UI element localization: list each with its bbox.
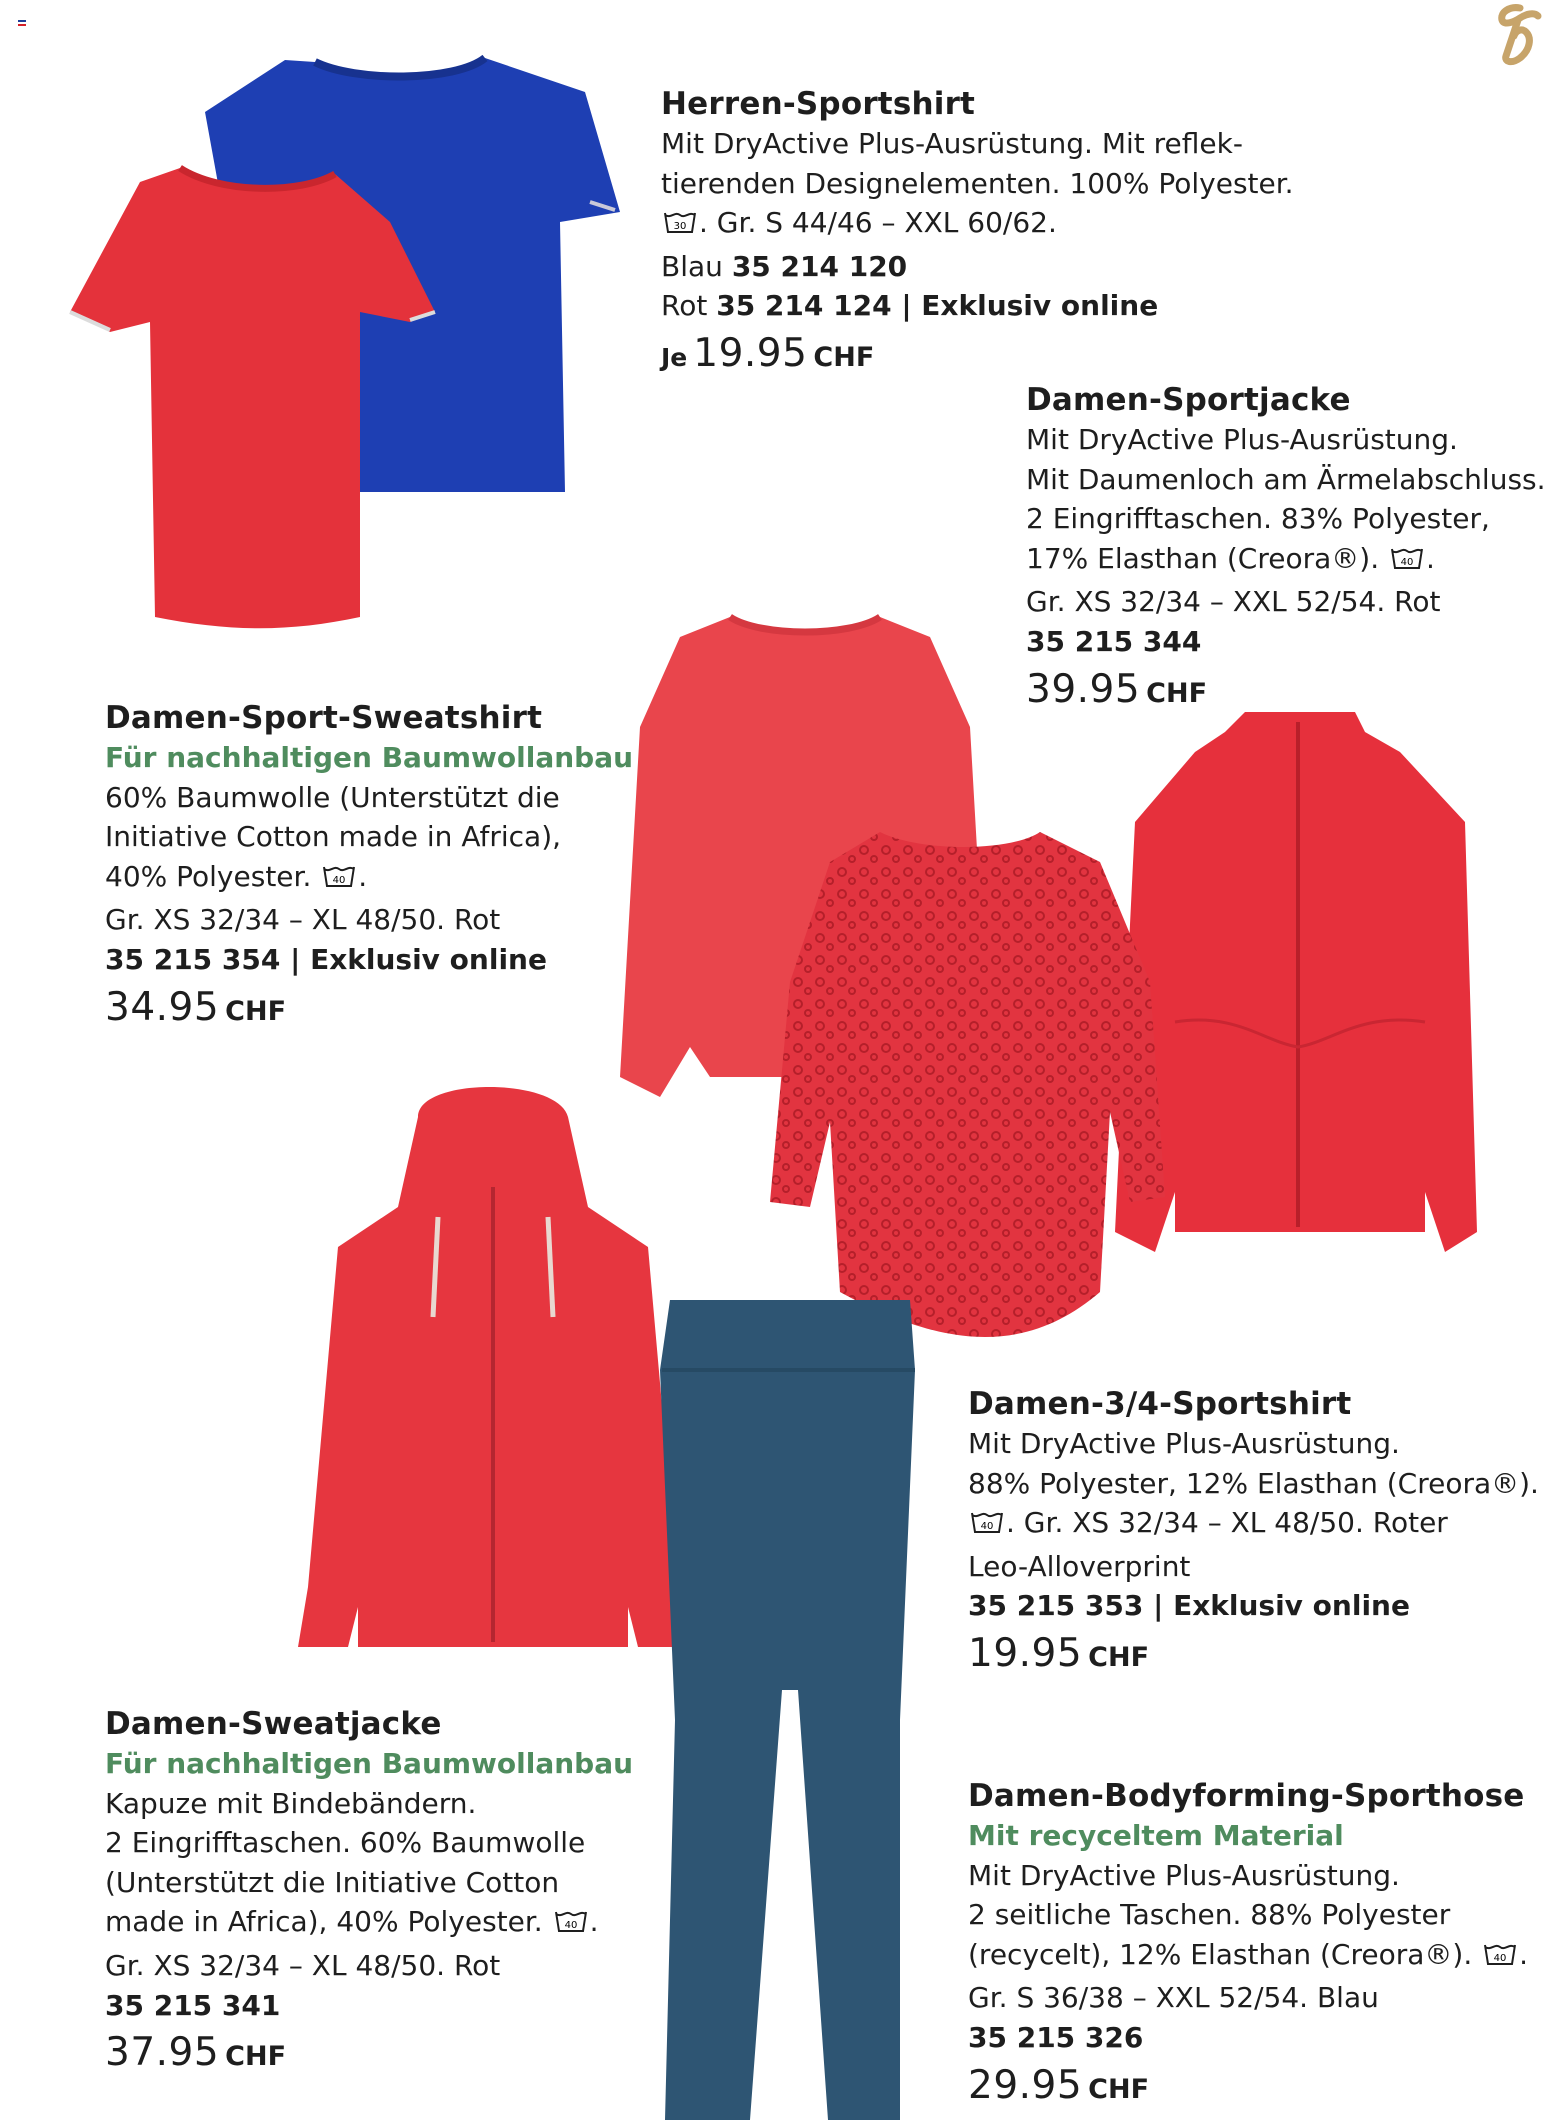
description-line: 2 seitliche Taschen. 88% Polyester	[968, 1898, 1451, 1932]
wash-30-icon	[663, 207, 697, 247]
article-number: 35 215 354 | Exklusiv online	[105, 942, 547, 976]
red-hoodie-jacket-image	[298, 1087, 688, 1667]
price	[661, 330, 1294, 378]
damen-sporthose-block: Damen-Bodyforming-Sporthose Mit recyceltem Material Mit DryActive Plus-Ausrüstung. 2 seitliche Taschen. 88% Polyester (recycelt), 12% Elasthan (Creora®). 40 . Gr. S 36/38 – XXL 52/54. Blau 35 215 326 29.95 CHF	[968, 1778, 1529, 2108]
price-value: 34.95	[105, 984, 220, 1030]
description-line: Leo-Alloverprint	[968, 1549, 1191, 1583]
article-number: 35 215 344	[1026, 624, 1202, 658]
sustainability-subtitle: Für nachhaltigen Baumwollanbau	[105, 741, 634, 774]
price-prefix: Je	[661, 342, 688, 372]
description-line: 2 Eingrifftaschen. 60% Baumwolle	[105, 1826, 586, 1860]
currency: CHF	[225, 2041, 287, 2073]
price-value: 19.95	[968, 1630, 1083, 1676]
wash-40-icon	[1390, 543, 1424, 583]
svg-text:30: 30	[673, 221, 687, 233]
svg-text:40: 40	[564, 1920, 577, 1932]
size-info: . Gr. S 44/46 – XXL 60/62.	[699, 206, 1057, 240]
price-value: 37.95	[105, 2030, 220, 2076]
product-title: Damen-3/4-Sportshirt	[968, 1386, 1352, 1422]
currency: CHF	[225, 995, 287, 1027]
svg-text:40: 40	[1400, 556, 1414, 568]
sustainability-subtitle: Mit recyceltem Material	[968, 1819, 1344, 1852]
currency: CHF	[1088, 1641, 1150, 1673]
article-number: 35 214 120	[731, 249, 908, 283]
red-leo-shirt-image	[770, 822, 1170, 1352]
price-value: 19.95	[693, 330, 808, 376]
product-title: Damen-Sport-Sweatshirt	[105, 700, 543, 736]
size-info: Gr. XS 32/34 – XL 48/50. Rot	[105, 903, 501, 937]
damen-34-sportshirt-block	[968, 1384, 1539, 1678]
price-value: 29.95	[968, 2062, 1083, 2108]
svg-text:40: 40	[1493, 1952, 1507, 1964]
damen-sportjacke-block: Damen-Sportjacke Mit DryActive Plus-Ausrüstung. Mit Daumenloch am Ärmelabschluss. 2 Eingrifftaschen. 83% Polyester, 17% Elasthan (Creora®). 40 . Gr. XS 32/34 – XXL 52/54. Rot 35 215 344 39.95 CHF	[1026, 382, 1546, 712]
size-info: Gr. XS 32/34 – XXL 52/54. Rot	[1026, 585, 1441, 619]
article-number: 35 215 353 | Exklusiv online	[968, 1589, 1410, 1623]
price-value: 39.95	[1026, 666, 1141, 712]
description-line: Mit Daumenloch am Ärmelabschluss.	[1026, 462, 1546, 496]
herren-sportshirt-block	[661, 84, 1294, 378]
svg-text:40: 40	[332, 874, 346, 886]
article-number: 35 215 326	[968, 2020, 1144, 2054]
description-line: Mit DryActive Plus-Ausrüstung.	[968, 1858, 1400, 1892]
description-line: Mit DryActive Plus-Ausrüstung. Mit reflek-	[661, 127, 1243, 160]
product-title: Damen-Sweatjacke	[105, 1706, 442, 1742]
wash-40-icon	[322, 861, 356, 901]
currency: CHF	[1146, 677, 1208, 709]
description-line: 40% Polyester.	[105, 859, 312, 893]
description-line: Kapuze mit Bindebändern.	[105, 1786, 477, 1820]
price	[105, 2030, 633, 2077]
price	[968, 2062, 1528, 2110]
product-title: Damen-Sportjacke	[1026, 382, 1351, 418]
color-label: Rot	[661, 289, 708, 323]
color-label: Blau	[661, 249, 723, 283]
tchibo-bean-logo	[1480, 0, 1546, 66]
description-line: 60% Baumwolle (Unterstützt die	[105, 780, 560, 814]
description-line: Mit DryActive Plus-Ausrüstung.	[1026, 423, 1458, 456]
currency: CHF	[1088, 2073, 1150, 2105]
description-line: Mit DryActive Plus-Ausrüstung.	[968, 1427, 1400, 1460]
size-info: Gr. XS 32/34 – XL 48/50. Rot	[105, 1948, 501, 1982]
currency: CHF	[813, 341, 875, 373]
product-title: Herren-Sportshirt	[661, 86, 976, 122]
sustainability-subtitle: Für nachhaltigen Baumwollanbau	[105, 1747, 634, 1780]
wash-40-icon	[970, 1507, 1004, 1547]
damen-sweatshirt-block: Damen-Sport-Sweatshirt Für nachhaltigen Baumwollanbau 60% Baumwolle (Unterstützt die Initiative Cotton made in Africa), 40% Polyester. 40 . Gr. XS 32/34 – XL 48/50. Rot 35 215 354 | Exklusiv online 34.95 CHF	[105, 700, 634, 1030]
description-line: tierenden Designelementen. 100% Polyester.	[661, 166, 1294, 200]
red-sportshirt-image	[70, 162, 440, 632]
size-info: Gr. S 36/38 – XXL 52/54. Blau	[968, 1981, 1379, 2015]
wash-40-icon	[1483, 1939, 1517, 1979]
description-line: 17% Elasthan (Creora®).	[1026, 541, 1380, 575]
damen-sweatjacke-block: Damen-Sweatjacke Für nachhaltigen Baumwollanbau Kapuze mit Bindebändern. 2 Eingrifftaschen. 60% Baumwolle (Unterstützt die Initiative Cotton made in Africa), 40% Polyester. 40 . Gr. XS 32/34 – XL 48/50. Rot 35 215 341 37.95 CHF	[105, 1706, 634, 2076]
description-line: Initiative Cotton made in Africa),	[105, 820, 562, 854]
flag-mark-icon	[18, 20, 26, 26]
svg-text:40: 40	[980, 1521, 994, 1533]
description-line: made in Africa), 40% Polyester.	[105, 1905, 543, 1939]
description-line: (recycelt), 12% Elasthan (Creora®).	[968, 1937, 1473, 1971]
product-title: Damen-Bodyforming-Sporthose	[968, 1778, 1525, 1814]
article-number: 35 215 341	[105, 1988, 281, 2022]
blue-sport-pants-image	[660, 1300, 920, 2120]
price	[105, 984, 633, 1032]
description-line: 88% Polyester, 12% Elasthan (Creora®).	[968, 1466, 1539, 1500]
size-info: . Gr. XS 32/34 – XL 48/50. Roter	[1006, 1506, 1448, 1540]
article-number: 35 214 124 | Exklusiv online	[716, 289, 1159, 323]
description-line: (Unterstützt die Initiative Cotton	[105, 1865, 560, 1899]
description-line: 2 Eingrifftaschen. 83% Polyester,	[1026, 502, 1490, 536]
price	[968, 1630, 1539, 1678]
price	[1026, 666, 1546, 714]
wash-40-icon	[554, 1906, 588, 1946]
